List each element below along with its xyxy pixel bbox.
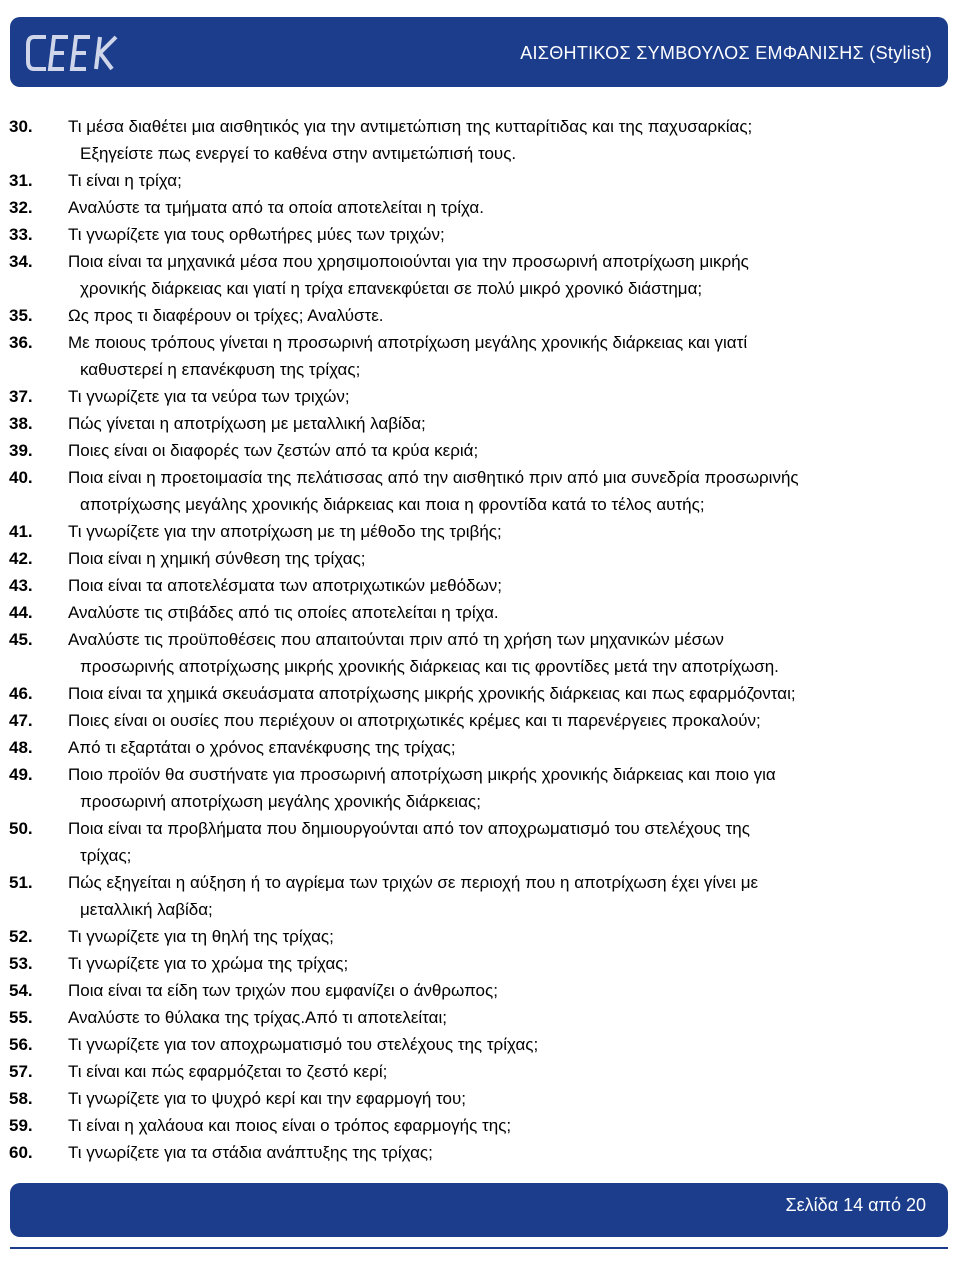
- question-number: 48.: [9, 738, 33, 757]
- question-number: 46.: [9, 684, 33, 703]
- question-text: [68, 1112, 960, 1139]
- question-number: 36.: [9, 333, 33, 352]
- question-item: [0, 383, 960, 410]
- question-line: Ποια είναι τα μηχανικά μέσα που χρησιμοποιούνται για την προσωρινή αποτρίχωση μικρής: [68, 252, 749, 271]
- question-number: 40.: [9, 468, 33, 487]
- question-number: 43.: [9, 576, 33, 595]
- question-line: Τι γνωρίζετε για τη θηλή της τρίχας;: [68, 927, 334, 946]
- question-item: [0, 923, 960, 950]
- question-line: Ποια είναι τα είδη των τριχών που εμφανίζει ο άνθρωπος;: [68, 981, 498, 1000]
- page-number: Σελίδα 14 από 20: [785, 1195, 926, 1215]
- question-text: [68, 572, 960, 599]
- question-text: [68, 1085, 960, 1112]
- question-line: Τι είναι η χαλάουα και ποιος είναι ο τρόπος εφαρμογής της;: [68, 1116, 512, 1135]
- question-item: [0, 599, 960, 626]
- question-number: 39.: [9, 441, 33, 460]
- question-text: [68, 680, 960, 707]
- page-footer: [10, 1183, 948, 1237]
- question-item: [0, 707, 960, 734]
- question-text: [68, 410, 960, 437]
- question-number: 53.: [9, 954, 33, 973]
- question-text: [68, 248, 960, 302]
- question-item: [0, 1139, 960, 1166]
- page-header: [10, 17, 948, 87]
- question-number: 47.: [9, 711, 33, 730]
- question-line: Τι γνωρίζετε για τον αποχρωματισμό του στελέχους της τρίχας;: [68, 1035, 539, 1054]
- question-item: [0, 518, 960, 545]
- question-text: [68, 194, 960, 221]
- question-line: Ποια είναι τα αποτελέσματα των αποτριχωτικών μεθόδων;: [68, 576, 502, 595]
- question-line: Ποια είναι τα χημικά σκευάσματα αποτρίχωσης μικρής χρονικής διάρκειας και πως εφαρμόζονται;: [68, 684, 796, 703]
- ceek-logo: [24, 31, 120, 75]
- question-line: Ποιες είναι οι ουσίες που περιέχουν οι αποτριχωτικές κρέμες και τι παρενέργειες προκαλούν;: [68, 711, 761, 730]
- question-text: [68, 977, 960, 1004]
- question-text: [68, 221, 960, 248]
- question-text: [68, 599, 960, 626]
- question-line: χρονικής διάρκειας και γιατί η τρίχα επανεκφύεται σε πολύ μικρό χρονικό διάστημα;: [80, 279, 703, 298]
- question-item: [0, 1112, 960, 1139]
- question-line: Ως προς τι διαφέρουν οι τρίχες; Αναλύστε.: [68, 306, 384, 325]
- footer-divider: [10, 1247, 948, 1249]
- question-item: [0, 572, 960, 599]
- question-number: 35.: [9, 306, 33, 325]
- question-number: 51.: [9, 873, 33, 892]
- question-text: [68, 518, 960, 545]
- question-item: [0, 626, 960, 680]
- question-line: Ποια είναι η χημική σύνθεση της τρίχας;: [68, 549, 366, 568]
- question-item: [0, 869, 960, 923]
- question-item: [0, 329, 960, 383]
- question-text: [68, 464, 960, 518]
- question-text: [68, 869, 960, 923]
- question-item: [0, 437, 960, 464]
- question-line: μεταλλική λαβίδα;: [80, 900, 213, 919]
- question-number: 44.: [9, 603, 33, 622]
- question-number: 33.: [9, 225, 33, 244]
- question-item: [0, 167, 960, 194]
- question-item: [0, 1031, 960, 1058]
- question-text: [68, 761, 960, 815]
- question-number: 30.: [9, 117, 33, 136]
- question-line: καθυστερεί η επανέκφυση της τρίχας;: [80, 360, 361, 379]
- question-line: Αναλύστε τα τμήματα από τα οποία αποτελείται η τρίχα.: [68, 198, 484, 217]
- question-line: Αναλύστε τις στιβάδες από τις οποίες αποτελείται η τρίχα.: [68, 603, 499, 622]
- question-item: [0, 1004, 960, 1031]
- question-text: [68, 923, 960, 950]
- question-text: [68, 167, 960, 194]
- question-line: Τι γνωρίζετε για την αποτρίχωση με τη μέθοδο της τριβής;: [68, 522, 502, 541]
- question-text: [68, 1004, 960, 1031]
- question-text: [68, 113, 960, 167]
- question-item: [0, 113, 960, 167]
- question-line: Αναλύστε το θύλακα της τρίχας.Από τι αποτελείται;: [68, 1008, 447, 1027]
- question-text: [68, 1031, 960, 1058]
- question-item: [0, 302, 960, 329]
- question-number: 55.: [9, 1008, 33, 1027]
- question-number: 57.: [9, 1062, 33, 1081]
- question-number: 59.: [9, 1116, 33, 1135]
- question-line: Αναλύστε τις προϋποθέσεις που απαιτούνται πριν από τη χρήση των μηχανικών μέσων: [68, 630, 724, 649]
- question-item: [0, 815, 960, 869]
- question-line: Ποια είναι η προετοιμασία της πελάτισσας από την αισθητικό πριν από μια συνεδρία προσωρινής: [68, 468, 799, 487]
- question-text: [68, 302, 960, 329]
- question-number: 56.: [9, 1035, 33, 1054]
- question-item: [0, 680, 960, 707]
- question-text: [68, 437, 960, 464]
- question-item: [0, 977, 960, 1004]
- question-line: Ποιο προϊόν θα συστήνατε για προσωρινή αποτρίχωση μικρής χρονικής διάρκειας και ποιο για: [68, 765, 776, 784]
- question-line: Τι γνωρίζετε για τα νεύρα των τριχών;: [68, 387, 350, 406]
- question-item: [0, 464, 960, 518]
- question-line: Τι είναι η τρίχα;: [68, 171, 182, 190]
- question-text: [68, 950, 960, 977]
- question-number: 37.: [9, 387, 33, 406]
- question-item: [0, 734, 960, 761]
- question-line: προσωρινή αποτρίχωση μεγάλης χρονικής διάρκειας;: [80, 792, 481, 811]
- question-number: 45.: [9, 630, 33, 649]
- question-text: [68, 383, 960, 410]
- question-item: [0, 194, 960, 221]
- question-line: Με ποιους τρόπους γίνεται η προσωρινή αποτρίχωση μεγάλης χρονικής διάρκειας και γιατί: [68, 333, 748, 352]
- question-item: [0, 221, 960, 248]
- question-text: [68, 1139, 960, 1166]
- question-line: Εξηγείστε πως ενεργεί το καθένα στην αντιμετώπισή τους.: [80, 144, 517, 163]
- document-title: ΑΙΣΘΗΤΙΚΟΣ ΣΥΜΒΟΥΛΟΣ ΕΜΦΑΝΙΣΗΣ (Stylist): [520, 43, 932, 63]
- question-text: [68, 1058, 960, 1085]
- question-number: 31.: [9, 171, 33, 190]
- question-number: 38.: [9, 414, 33, 433]
- question-line: Πώς γίνεται η αποτρίχωση με μεταλλική λαβίδα;: [68, 414, 426, 433]
- question-number: 58.: [9, 1089, 33, 1108]
- question-item: [0, 761, 960, 815]
- question-number: 50.: [9, 819, 33, 838]
- question-line: Ποια είναι τα προβλήματα που δημιουργούνται από τον αποχρωματισμό του στελέχους της: [68, 819, 750, 838]
- question-item: [0, 1085, 960, 1112]
- question-text: [68, 329, 960, 383]
- question-line: Τι μέσα διαθέτει μια αισθητικός για την αντιμετώπιση της κυτταρίτιδας και της παχυσαρκίας;: [68, 117, 753, 136]
- question-item: [0, 950, 960, 977]
- question-line: τρίχας;: [80, 846, 132, 865]
- question-line: Ποιες είναι οι διαφορές των ζεστών από τα κρύα κεριά;: [68, 441, 479, 460]
- question-number: 52.: [9, 927, 33, 946]
- question-text: [68, 626, 960, 680]
- question-number: 34.: [9, 252, 33, 271]
- question-line: Τι γνωρίζετε για τα στάδια ανάπτυξης της τρίχας;: [68, 1143, 433, 1162]
- question-text: [68, 707, 960, 734]
- question-line: Τι είναι και πώς εφαρμόζεται το ζεστό κερί;: [68, 1062, 388, 1081]
- question-item: [0, 1058, 960, 1085]
- question-line: Από τι εξαρτάται ο χρόνος επανέκφυσης της τρίχας;: [68, 738, 456, 757]
- question-number: 49.: [9, 765, 33, 784]
- question-number: 60.: [9, 1143, 33, 1162]
- question-item: [0, 248, 960, 302]
- question-line: Τι γνωρίζετε για το ψυχρό κερί και την εφαρμογή του;: [68, 1089, 466, 1108]
- question-line: Πώς εξηγείται η αύξηση ή το αγρίεμα των τριχών σε περιοχή που η αποτρίχωση έχει γίνει με: [68, 873, 759, 892]
- question-text: [68, 545, 960, 572]
- question-line: προσωρινής αποτρίχωσης μικρής χρονικής διάρκειας και τις φροντίδες μετά την αποτρίχωση.: [80, 657, 779, 676]
- question-number: 41.: [9, 522, 33, 541]
- question-number: 32.: [9, 198, 33, 217]
- question-item: [0, 410, 960, 437]
- question-number: 54.: [9, 981, 33, 1000]
- question-line: αποτρίχωσης μεγάλης χρονικής διάρκειας και ποια η φροντίδα κατά το τέλος αυτής;: [80, 495, 705, 514]
- question-line: Τι γνωρίζετε για τους ορθωτήρες μύες των τριχών;: [68, 225, 445, 244]
- question-item: [0, 545, 960, 572]
- question-text: [68, 815, 960, 869]
- question-number: 42.: [9, 549, 33, 568]
- question-list: [0, 113, 960, 1166]
- question-text: [68, 734, 960, 761]
- question-line: Τι γνωρίζετε για το χρώμα της τρίχας;: [68, 954, 349, 973]
